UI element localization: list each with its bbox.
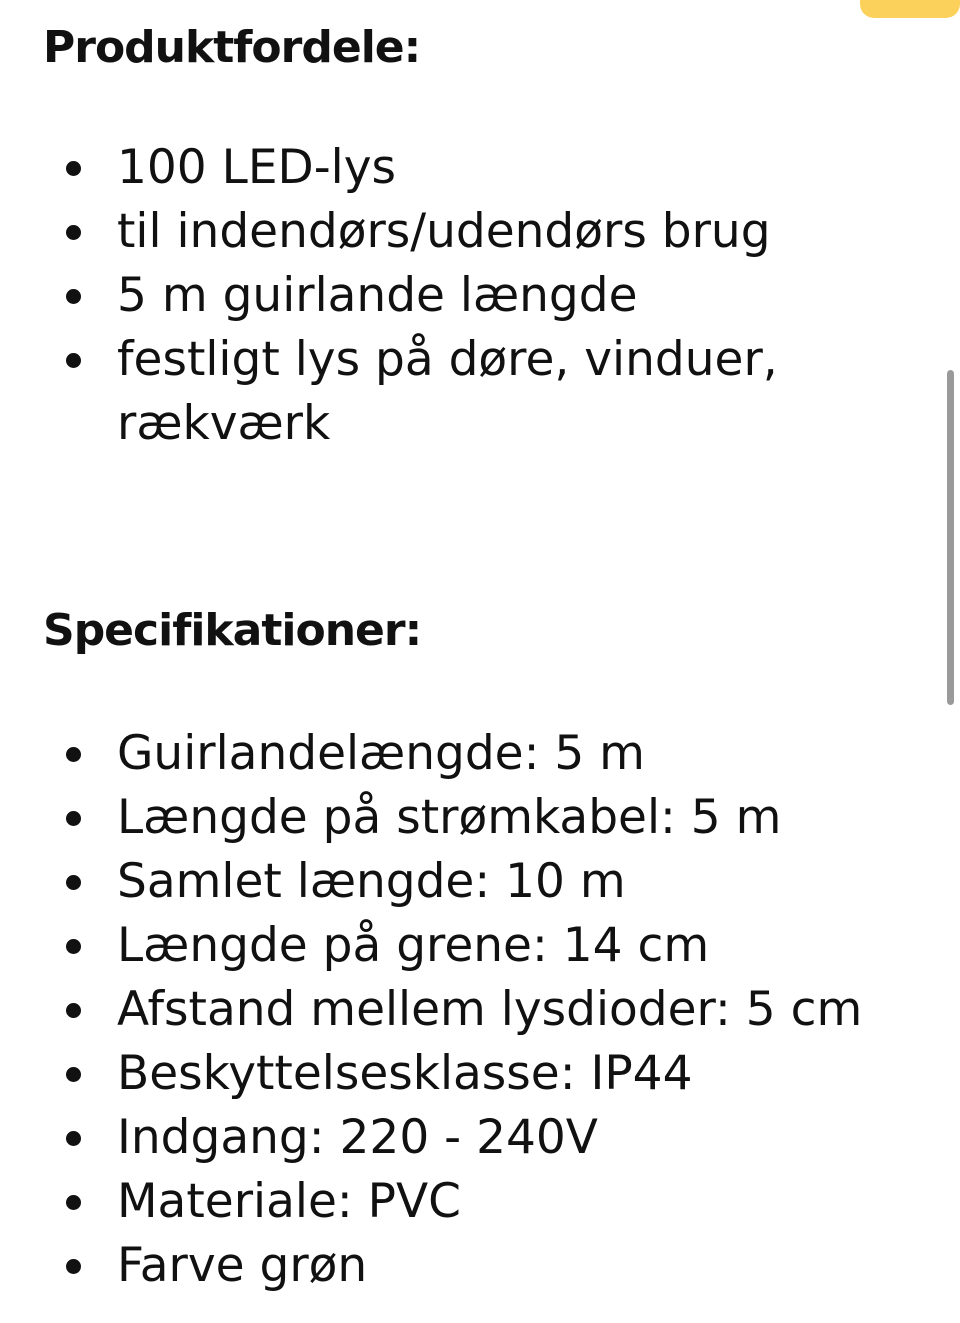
bullet-icon bbox=[66, 1067, 81, 1082]
list-item-text: Materiale: PVC bbox=[117, 1174, 461, 1229]
list-item bbox=[0, 722, 900, 786]
top-accent-tab[interactable] bbox=[860, 0, 960, 18]
list-item-text: Længde på grene: 14 cm bbox=[117, 918, 710, 973]
bullet-icon bbox=[66, 225, 81, 240]
list-item bbox=[0, 200, 900, 264]
specs-list bbox=[0, 722, 900, 1298]
bullet-icon bbox=[66, 939, 81, 954]
bullet-icon bbox=[66, 747, 81, 762]
list-item-text: festligt lys på døre, vinduer, rækværk bbox=[117, 332, 778, 451]
list-item bbox=[0, 786, 900, 850]
list-item bbox=[0, 1042, 900, 1106]
bullet-icon bbox=[66, 353, 81, 368]
bullet-icon bbox=[66, 1259, 81, 1274]
list-item-text: 100 LED-lys bbox=[117, 140, 397, 195]
bullet-icon bbox=[66, 161, 81, 176]
list-item bbox=[0, 136, 900, 200]
bullet-icon bbox=[66, 811, 81, 826]
specs-heading: Specifikationer: bbox=[43, 605, 422, 656]
scrollbar-thumb[interactable] bbox=[947, 370, 954, 705]
bullet-icon bbox=[66, 875, 81, 890]
list-item bbox=[0, 1234, 900, 1298]
list-item-text: Samlet længde: 10 m bbox=[117, 854, 626, 909]
bullet-icon bbox=[66, 1131, 81, 1146]
list-item-text: Indgang: 220 - 240V bbox=[117, 1110, 598, 1165]
list-item-text: Farve grøn bbox=[117, 1238, 368, 1293]
benefits-heading: Produktfordele: bbox=[43, 22, 421, 73]
list-item-text: 5 m guirlande længde bbox=[117, 268, 638, 323]
list-item-text: Beskyttelsesklasse: IP44 bbox=[117, 1046, 693, 1101]
list-item-text: Længde på strømkabel: 5 m bbox=[117, 790, 782, 845]
list-item bbox=[0, 328, 900, 456]
list-item bbox=[0, 850, 900, 914]
list-item-text: Afstand mellem lysdioder: 5 cm bbox=[117, 982, 863, 1037]
bullet-icon bbox=[66, 1195, 81, 1210]
list-item bbox=[0, 1106, 900, 1170]
list-item bbox=[0, 978, 900, 1042]
bullet-icon bbox=[66, 289, 81, 304]
bullet-icon bbox=[66, 1003, 81, 1018]
list-item bbox=[0, 264, 900, 328]
list-item bbox=[0, 914, 900, 978]
list-item bbox=[0, 1170, 900, 1234]
list-item-text: Guirlandelængde: 5 m bbox=[117, 726, 645, 781]
benefits-list bbox=[0, 136, 900, 456]
list-item-text: til indendørs/udendørs brug bbox=[117, 204, 771, 259]
